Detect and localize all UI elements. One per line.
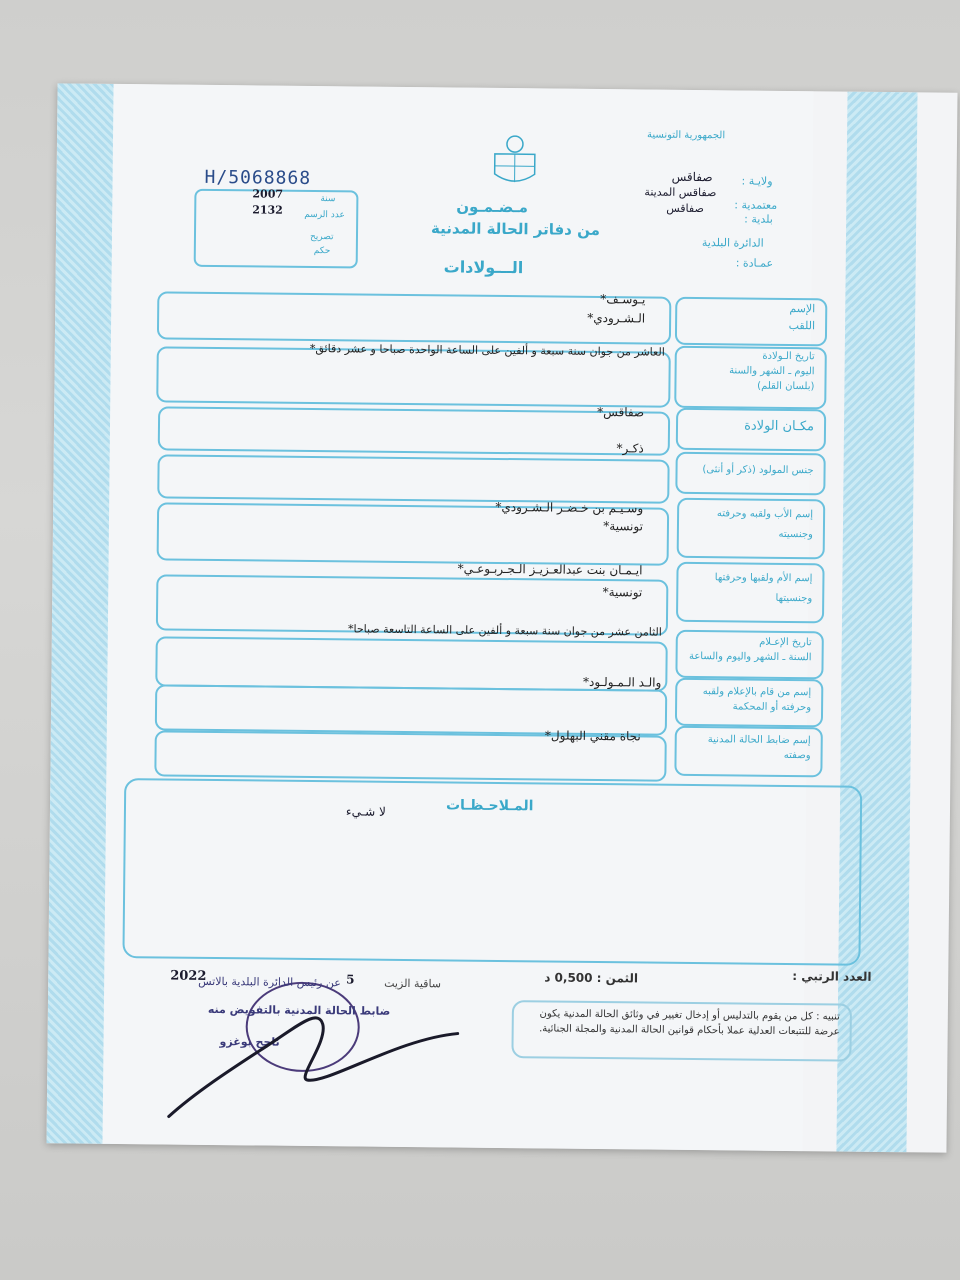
register-number-value: 2132 [252,203,283,217]
stamp-line1: عن رئيس الدائرة البلدية بالاتس [198,974,341,990]
birth-certificate-paper [46,83,957,1152]
row-father-name: وسـيـم بن خـضـر الـشـرودي* [495,499,644,516]
baladia-label: بلدية : [744,212,773,226]
imada-label: عمـادة : [735,256,774,270]
row-father-nationality: تونسية* [603,519,644,534]
footer-price: الثمن : 0,500 د [544,970,639,986]
remarks-value: لا شـيء [345,804,386,819]
row-name-last: الـشـرودي* [587,310,646,326]
row-gender-value: ذكـر* [616,441,644,456]
register-declaration-label: تصريح [309,231,334,243]
footer-serial-label: العدد الرتبي : [792,969,872,984]
section-title: الـــولادات [443,257,524,278]
daira-label: الدائرة البلدية [701,236,764,250]
baladia-value: صفاقس [666,201,704,216]
stamp-line3: ناجح بوغزو [219,1035,280,1049]
row-mother-name: ايـمـان بنت عبدالعـزيـز الـجـربـوعـي* [457,561,643,578]
register-year-label: سنة [320,194,336,205]
row-mother-label: إسم الأم ولقبها وحرفتها وجنسيتها [714,572,813,605]
row-birthplace-value: صفاقس* [597,404,645,420]
register-judgment-label: حكم [313,246,331,257]
mootamadia-value: صفاقس المدينة [644,185,717,200]
republic-label: الجمهورية التونسية [647,129,726,142]
register-number-label: عدد الرسم [304,209,345,221]
row-declarant-value: والـد الـمـولـود* [582,674,662,690]
stamp-line2: ضابط الحالة المدنية بالتفويض منه [207,1002,391,1018]
row-declaration-date-label: تاريخ الإعـلام السنة ـ الشهر واليوم والساعة [688,636,812,664]
handwritten-signature [157,994,478,1137]
footer-date-day: 5 [346,972,355,987]
remarks-label: المـلاحـظـات [445,797,534,815]
row-birthdate-value: العاشر من جوان سنة سبعة و ألفين على الساعة الواحدة صباحا و عشر دقائق* [309,341,665,359]
row-father-label: إسم الأب ولقبه وحرفته وجنسيته [716,508,814,541]
title-line1: مـضـمـون [456,197,529,217]
tunisian-coat-of-arms-icon [484,130,545,191]
wilaya-label: ولايـة : [741,174,773,188]
row-officer-label: إسم ضابط الحالة المدنية وصفته [707,734,811,762]
register-year-value: 2007 [252,187,284,201]
right-guilloche-border [836,92,917,1153]
row-name-label: الإسم اللقب [788,301,816,332]
row-name-first: يـوسـف* [600,292,646,307]
row-gender-value-box [157,454,669,503]
row-mother-nationality: تونسية* [602,585,643,600]
wilaya-value: صفاقس [671,169,713,185]
row-declaration-date-value: الثامن عشر من جوان سنة سبعة و ألفين على الساعة التاسعة صباحا* [347,622,662,639]
title-line2: من دفاتر الحالة المدنية [430,219,601,240]
row-gender-label: جنس المولود (ذكر أو أنثى) [702,464,814,477]
warning-text: تنبيه : كل من يقوم بالتدليس أو إدخال تغيير في وثائق الحالة المدنية يكون عرضة للتتبعات العدلية عملا بأحكام قوانين الحالة المدنية والمجلة الجنائية. [539,1008,840,1038]
serial-number: H/5068868 [204,166,312,189]
row-officer-value: نجاة مقني البهلول* [544,728,641,744]
footer-location: ساقية الزيت [384,976,442,991]
footer-date-year: 2022 [170,968,207,984]
row-birthdate-label: تاريخ الـولادة اليوم ـ الشهر والسنة (بلسان القلم) [729,350,815,393]
mootamadia-label: معتمدية : [734,198,778,212]
row-birthplace-label: مكـان الولادة [744,418,815,435]
row-declarant-label: إسم من قام بالإعلام ولقبه وحرفته أو المحكمة [702,686,812,714]
